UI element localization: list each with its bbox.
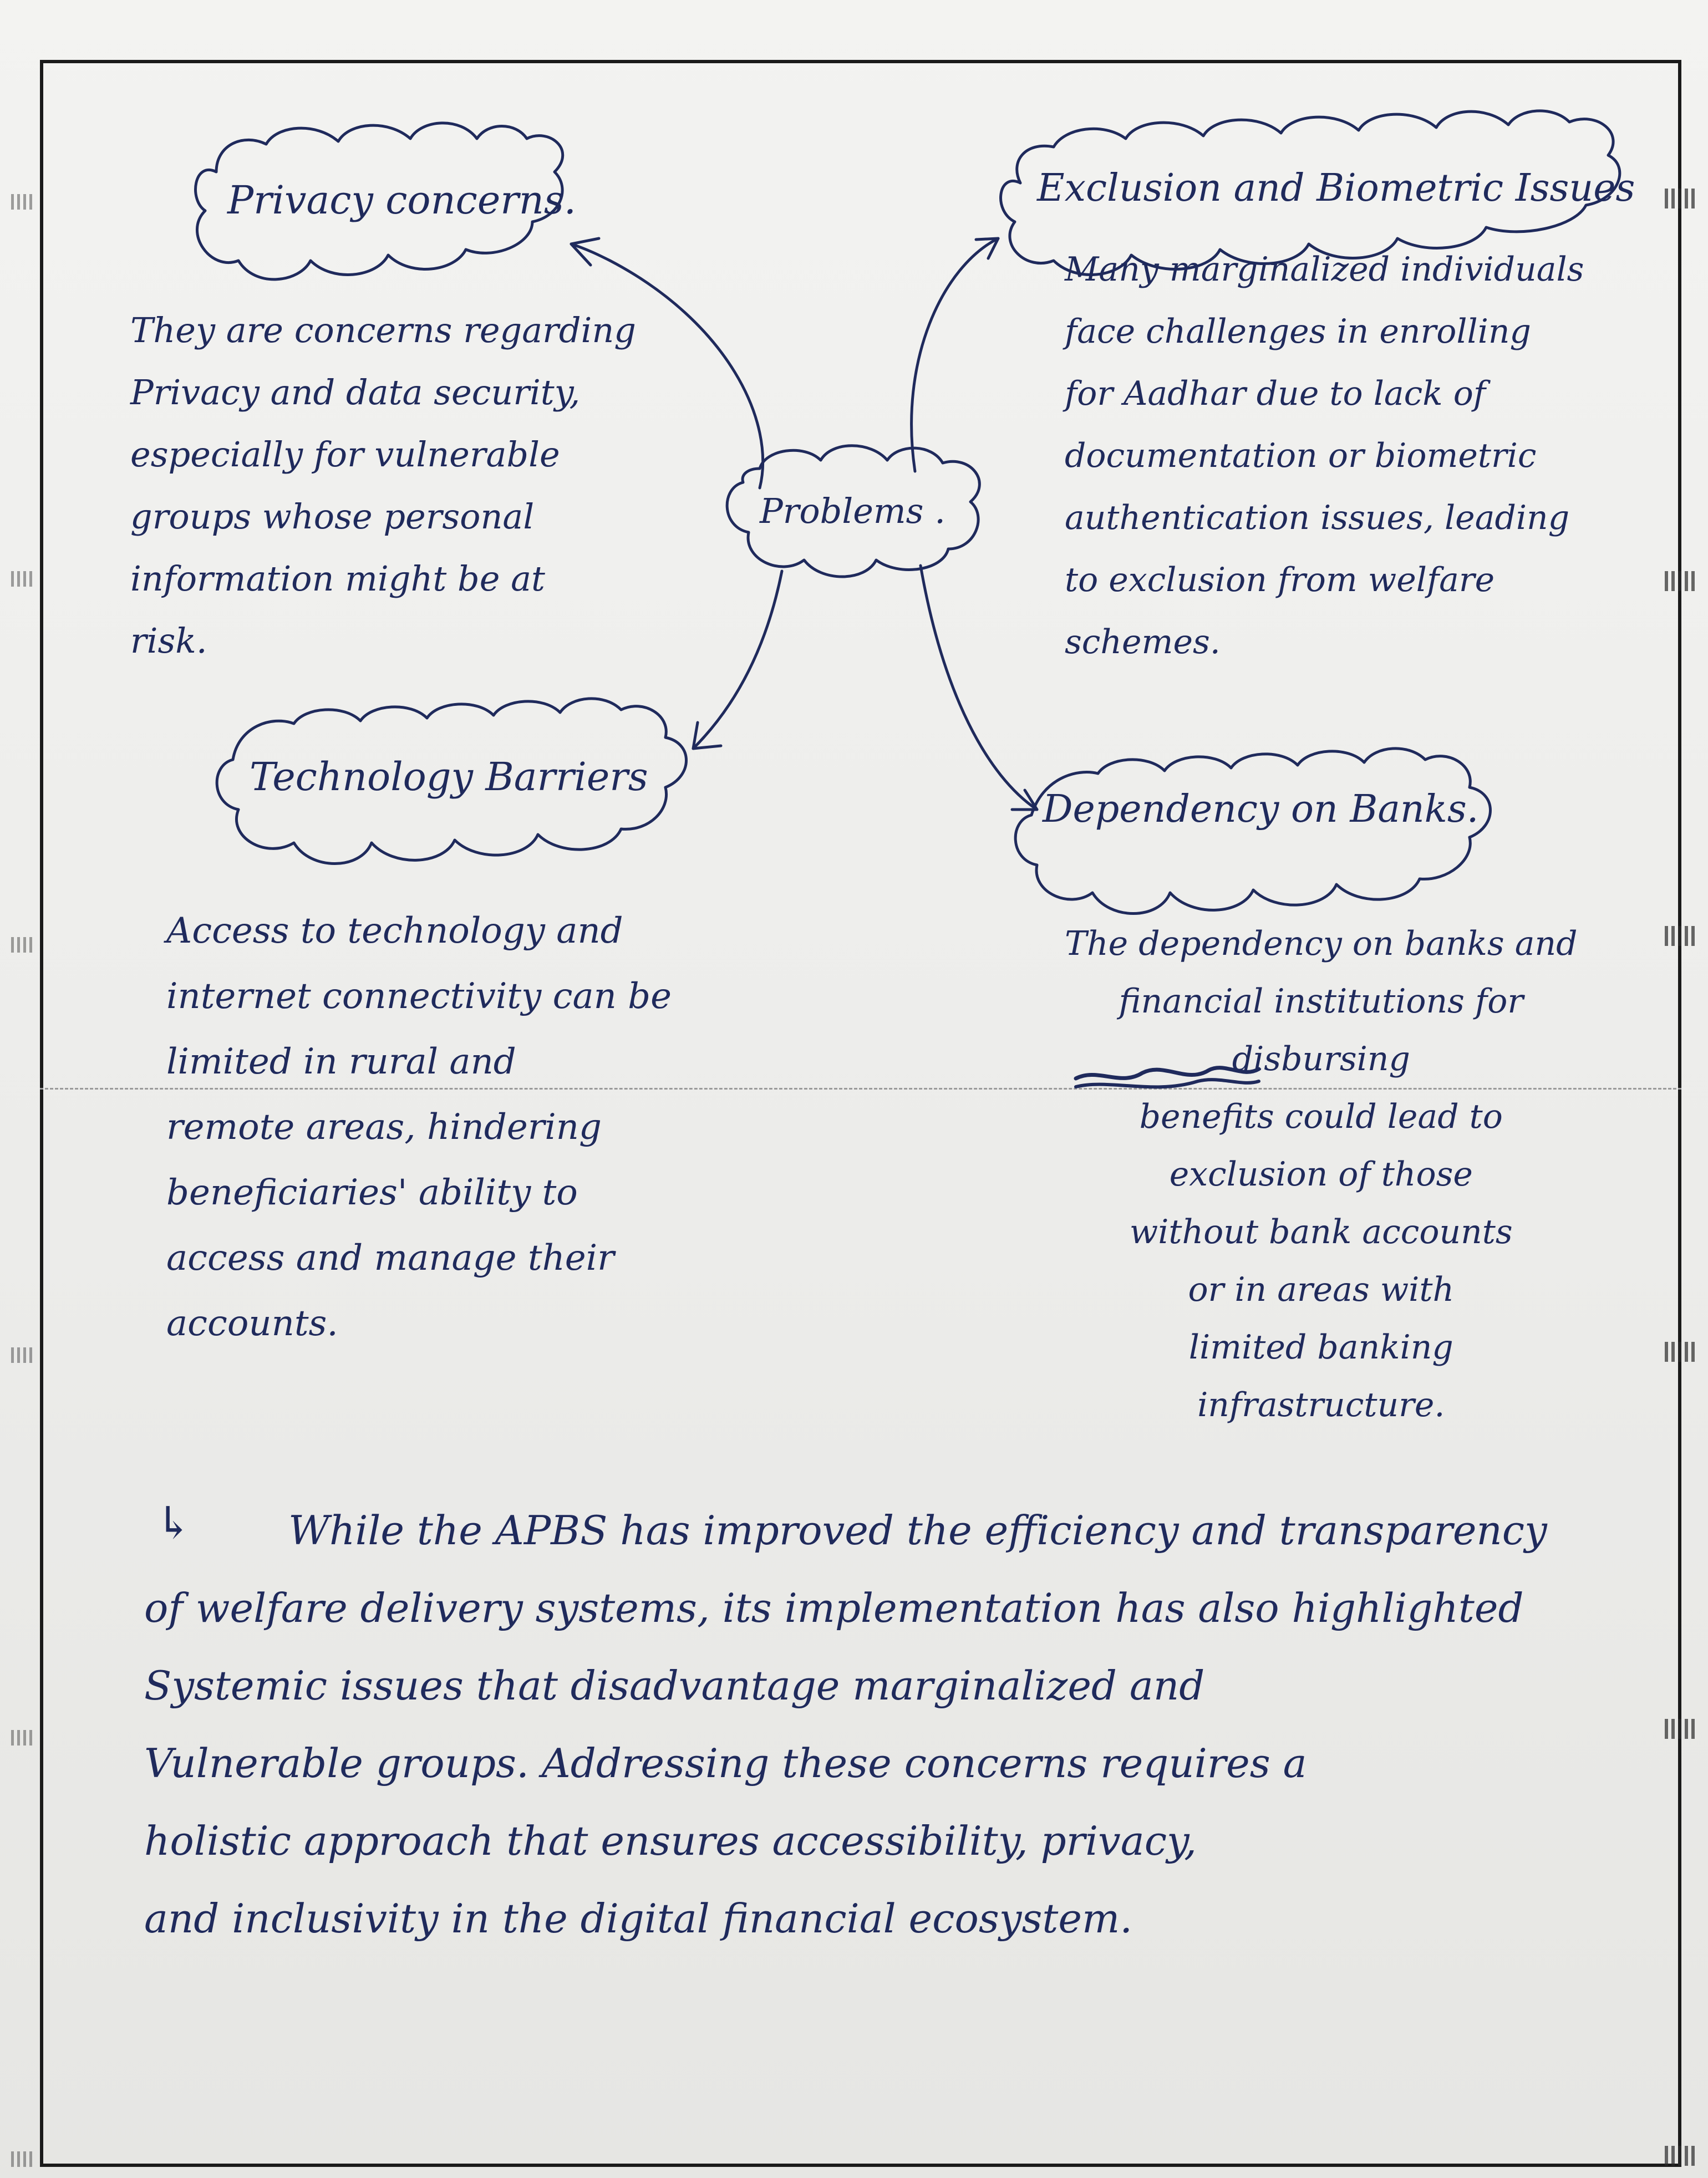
privacy-concerns-note: They are concerns regarding Privacy and data security, especially for vulnerable groups whose personal information might be at risk. [130,310,636,661]
conclusion-paragraph: While the APBS has improved the efficiency and transparency of welfare delivery systems, its implementation has also highlighted Systemic issues that disadvantage marginalized and Vulnerable groups. Addressing these concerns requires a holistic approach that ensures accessibility, privacy, and inclusivity in the digital financial ecosystem. [144,1507,1547,1942]
privacy-concerns-title: Privacy concerns. [227,177,577,223]
connector-banks [921,566,1037,810]
exclusion-biometric-note: Many marginalized individuals face challenges in enrolling for Aadhar due to lack of documentation or biometric authentication issues, leading to exclusion from welfare schemes. [1065,250,1584,661]
arrowhead-privacy [571,238,599,265]
exclusion-biometric-title: Exclusion and Biometric Issues [1037,166,1635,210]
connector-technology [693,571,782,749]
technology-barriers-title: Technology Barriers [250,754,648,800]
dependency-banks-title: Dependency on Banks. [1043,787,1479,831]
connector-exclusion [912,238,998,471]
technology-barriers-note: Access to technology and internet connectivity can be limited in rural and remote areas, hindering beneficiaries' ability to access and manage their accounts. [166,910,672,1344]
dependency-banks-note: The dependency on banks and financial institutions for disbursing benefits could lead to exclusion of those without bank accounts or in areas with limited banking infrastructure. [1065,924,1578,1424]
problems-center-title: Problems . [760,491,946,531]
conclusion-arrow-marker: ↳ [155,1497,193,1549]
